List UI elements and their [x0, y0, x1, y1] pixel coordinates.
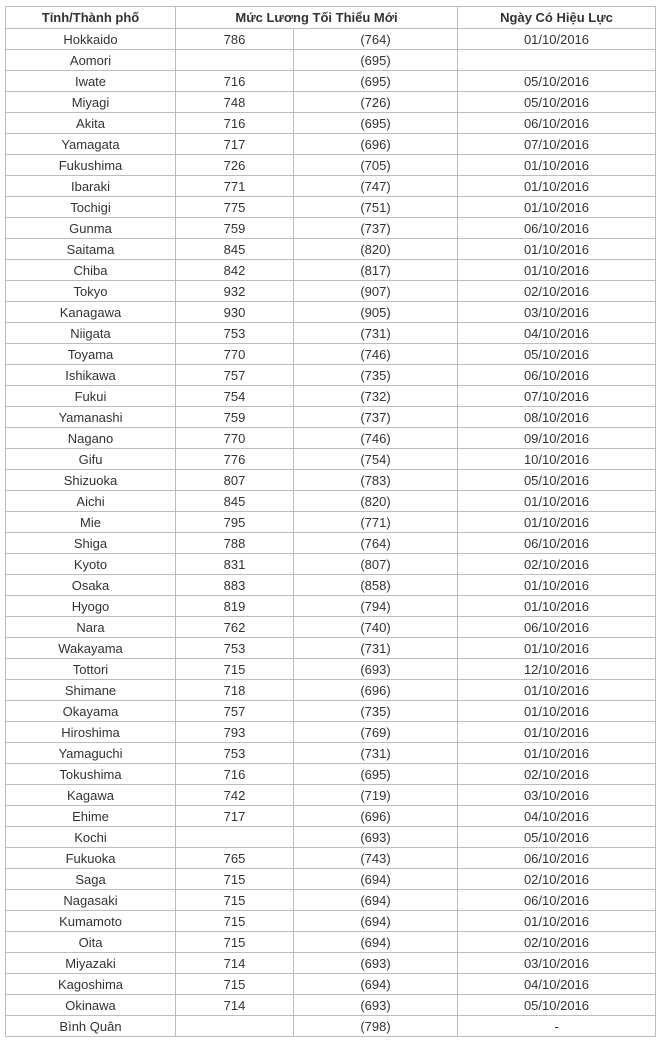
cell-effective-date: 01/10/2016 [458, 911, 656, 932]
cell-province: Okinawa [6, 995, 176, 1016]
cell-province: Mie [6, 512, 176, 533]
table-row [6, 428, 656, 449]
cell-new-wage: 714 [176, 953, 294, 974]
table-row [6, 806, 656, 827]
table-row [6, 638, 656, 659]
cell-new-wage: 742 [176, 785, 294, 806]
cell-effective-date: 06/10/2016 [458, 848, 656, 869]
cell-new-wage: 932 [176, 281, 294, 302]
table-row [6, 953, 656, 974]
table-row [6, 701, 656, 722]
cell-province: Shiga [6, 533, 176, 554]
cell-new-wage: 748 [176, 92, 294, 113]
cell-effective-date: 01/10/2016 [458, 176, 656, 197]
cell-old-wage: (743) [294, 848, 458, 869]
table-row [6, 932, 656, 953]
cell-new-wage: 716 [176, 764, 294, 785]
table-row [6, 134, 656, 155]
cell-old-wage: (907) [294, 281, 458, 302]
cell-new-wage: 795 [176, 512, 294, 533]
cell-province: Nagano [6, 428, 176, 449]
cell-effective-date: 01/10/2016 [458, 722, 656, 743]
table-row [6, 71, 656, 92]
table-header-row [6, 7, 656, 29]
table-row [6, 197, 656, 218]
cell-effective-date: 05/10/2016 [458, 995, 656, 1016]
cell-province: Osaka [6, 575, 176, 596]
cell-old-wage: (740) [294, 617, 458, 638]
cell-effective-date: 01/10/2016 [458, 680, 656, 701]
cell-effective-date: 10/10/2016 [458, 449, 656, 470]
cell-effective-date: 06/10/2016 [458, 533, 656, 554]
cell-province: Miyagi [6, 92, 176, 113]
cell-new-wage [176, 1016, 294, 1037]
table-row [6, 680, 656, 701]
table-row [6, 365, 656, 386]
header-effective-date: Ngày Có Hiệu Lực [458, 7, 656, 29]
cell-old-wage: (694) [294, 911, 458, 932]
table-row [6, 407, 656, 428]
cell-effective-date: 05/10/2016 [458, 92, 656, 113]
cell-province: Kumamoto [6, 911, 176, 932]
cell-new-wage: 776 [176, 449, 294, 470]
table-row [6, 50, 656, 71]
table-row [6, 659, 656, 680]
cell-new-wage: 930 [176, 302, 294, 323]
header-wage: Mức Lương Tối Thiểu Mới [176, 7, 458, 29]
cell-new-wage: 845 [176, 491, 294, 512]
cell-effective-date [458, 50, 656, 71]
header-province: Tỉnh/Thành phố [6, 7, 176, 29]
cell-old-wage: (694) [294, 974, 458, 995]
cell-effective-date: 01/10/2016 [458, 638, 656, 659]
cell-old-wage: (735) [294, 365, 458, 386]
table-row [6, 176, 656, 197]
cell-effective-date: 12/10/2016 [458, 659, 656, 680]
cell-old-wage: (858) [294, 575, 458, 596]
cell-old-wage: (731) [294, 323, 458, 344]
cell-province: Okayama [6, 701, 176, 722]
cell-old-wage: (705) [294, 155, 458, 176]
cell-new-wage: 775 [176, 197, 294, 218]
table-row [6, 974, 656, 995]
cell-old-wage: (751) [294, 197, 458, 218]
cell-old-wage: (747) [294, 176, 458, 197]
cell-province: Aichi [6, 491, 176, 512]
table-row [6, 344, 656, 365]
cell-new-wage: 765 [176, 848, 294, 869]
table-row [6, 113, 656, 134]
cell-effective-date: 08/10/2016 [458, 407, 656, 428]
cell-province: Ibaraki [6, 176, 176, 197]
cell-old-wage: (732) [294, 386, 458, 407]
cell-province: Kagoshima [6, 974, 176, 995]
cell-new-wage: 770 [176, 344, 294, 365]
cell-province: Wakayama [6, 638, 176, 659]
cell-new-wage: 753 [176, 323, 294, 344]
cell-old-wage: (794) [294, 596, 458, 617]
table-row [6, 743, 656, 764]
cell-effective-date: 04/10/2016 [458, 323, 656, 344]
cell-province: Tochigi [6, 197, 176, 218]
cell-old-wage: (746) [294, 428, 458, 449]
cell-old-wage: (807) [294, 554, 458, 575]
cell-new-wage: 807 [176, 470, 294, 491]
cell-old-wage: (771) [294, 512, 458, 533]
cell-province: Yamanashi [6, 407, 176, 428]
cell-new-wage [176, 827, 294, 848]
cell-new-wage: 753 [176, 638, 294, 659]
cell-new-wage: 754 [176, 386, 294, 407]
cell-old-wage: (695) [294, 113, 458, 134]
cell-province: Shizuoka [6, 470, 176, 491]
cell-new-wage: 715 [176, 659, 294, 680]
cell-old-wage: (731) [294, 638, 458, 659]
cell-old-wage: (764) [294, 533, 458, 554]
cell-effective-date: 05/10/2016 [458, 71, 656, 92]
cell-new-wage: 788 [176, 533, 294, 554]
cell-effective-date: 01/10/2016 [458, 575, 656, 596]
table-row [6, 29, 656, 50]
cell-province: Kyoto [6, 554, 176, 575]
cell-old-wage: (820) [294, 239, 458, 260]
cell-effective-date: 06/10/2016 [458, 365, 656, 386]
cell-new-wage: 793 [176, 722, 294, 743]
table-row [6, 218, 656, 239]
table-body [6, 29, 656, 1037]
cell-new-wage [176, 50, 294, 71]
table-row [6, 533, 656, 554]
cell-new-wage: 717 [176, 806, 294, 827]
cell-new-wage: 883 [176, 575, 294, 596]
cell-effective-date: 01/10/2016 [458, 596, 656, 617]
cell-effective-date: 03/10/2016 [458, 953, 656, 974]
table-row [6, 596, 656, 617]
cell-province: Nagasaki [6, 890, 176, 911]
cell-new-wage: 717 [176, 134, 294, 155]
cell-old-wage: (693) [294, 953, 458, 974]
cell-effective-date: 03/10/2016 [458, 785, 656, 806]
cell-province: Gifu [6, 449, 176, 470]
cell-old-wage: (696) [294, 806, 458, 827]
cell-old-wage: (798) [294, 1016, 458, 1037]
cell-new-wage: 716 [176, 71, 294, 92]
cell-province: Toyama [6, 344, 176, 365]
cell-old-wage: (696) [294, 134, 458, 155]
cell-province: Ishikawa [6, 365, 176, 386]
table-row [6, 449, 656, 470]
cell-province: Iwate [6, 71, 176, 92]
cell-effective-date: 06/10/2016 [458, 890, 656, 911]
cell-province: Yamagata [6, 134, 176, 155]
cell-old-wage: (817) [294, 260, 458, 281]
cell-old-wage: (769) [294, 722, 458, 743]
cell-effective-date: 06/10/2016 [458, 113, 656, 134]
table-row [6, 764, 656, 785]
cell-effective-date: 01/10/2016 [458, 29, 656, 50]
cell-old-wage: (696) [294, 680, 458, 701]
table-row [6, 890, 656, 911]
cell-province: Hiroshima [6, 722, 176, 743]
cell-old-wage: (726) [294, 92, 458, 113]
table-row [6, 239, 656, 260]
cell-new-wage: 842 [176, 260, 294, 281]
cell-province: Tokushima [6, 764, 176, 785]
table-row [6, 554, 656, 575]
cell-old-wage: (694) [294, 869, 458, 890]
cell-new-wage: 714 [176, 995, 294, 1016]
cell-old-wage: (694) [294, 932, 458, 953]
cell-effective-date: 04/10/2016 [458, 806, 656, 827]
cell-old-wage: (693) [294, 827, 458, 848]
cell-effective-date: - [458, 1016, 656, 1037]
table-row [6, 1016, 656, 1037]
cell-old-wage: (764) [294, 29, 458, 50]
cell-new-wage: 715 [176, 869, 294, 890]
table-row [6, 869, 656, 890]
cell-old-wage: (783) [294, 470, 458, 491]
cell-new-wage: 715 [176, 974, 294, 995]
cell-province: Akita [6, 113, 176, 134]
table-row [6, 995, 656, 1016]
cell-effective-date: 05/10/2016 [458, 827, 656, 848]
cell-effective-date: 01/10/2016 [458, 743, 656, 764]
cell-province: Saga [6, 869, 176, 890]
cell-old-wage: (737) [294, 407, 458, 428]
table-row [6, 92, 656, 113]
cell-province: Yamaguchi [6, 743, 176, 764]
table-row [6, 785, 656, 806]
cell-new-wage: 845 [176, 239, 294, 260]
cell-new-wage: 786 [176, 29, 294, 50]
minimum-wage-table [5, 6, 656, 1037]
cell-new-wage: 757 [176, 701, 294, 722]
cell-effective-date: 05/10/2016 [458, 344, 656, 365]
cell-old-wage: (695) [294, 71, 458, 92]
cell-old-wage: (695) [294, 50, 458, 71]
cell-province: Saitama [6, 239, 176, 260]
table-row [6, 260, 656, 281]
cell-effective-date: 03/10/2016 [458, 302, 656, 323]
cell-new-wage: 726 [176, 155, 294, 176]
cell-province: Kochi [6, 827, 176, 848]
cell-new-wage: 757 [176, 365, 294, 386]
table-row [6, 155, 656, 176]
cell-effective-date: 01/10/2016 [458, 260, 656, 281]
cell-province: Tottori [6, 659, 176, 680]
cell-effective-date: 06/10/2016 [458, 218, 656, 239]
cell-old-wage: (694) [294, 890, 458, 911]
cell-province: Hyogo [6, 596, 176, 617]
cell-effective-date: 04/10/2016 [458, 974, 656, 995]
table-row [6, 575, 656, 596]
cell-effective-date: 02/10/2016 [458, 869, 656, 890]
table-row [6, 827, 656, 848]
cell-effective-date: 01/10/2016 [458, 701, 656, 722]
cell-effective-date: 06/10/2016 [458, 617, 656, 638]
table-row [6, 281, 656, 302]
cell-effective-date: 01/10/2016 [458, 491, 656, 512]
cell-effective-date: 01/10/2016 [458, 512, 656, 533]
cell-effective-date: 02/10/2016 [458, 764, 656, 785]
cell-effective-date: 07/10/2016 [458, 134, 656, 155]
table-row [6, 491, 656, 512]
table-row [6, 848, 656, 869]
cell-new-wage: 715 [176, 911, 294, 932]
cell-new-wage: 771 [176, 176, 294, 197]
cell-province: Hokkaido [6, 29, 176, 50]
cell-province: Kagawa [6, 785, 176, 806]
cell-old-wage: (693) [294, 995, 458, 1016]
table-row [6, 470, 656, 491]
cell-new-wage: 831 [176, 554, 294, 575]
cell-province: Fukushima [6, 155, 176, 176]
cell-effective-date: 05/10/2016 [458, 470, 656, 491]
cell-province: Tokyo [6, 281, 176, 302]
cell-old-wage: (905) [294, 302, 458, 323]
table-row [6, 302, 656, 323]
cell-effective-date: 01/10/2016 [458, 197, 656, 218]
cell-province: Niigata [6, 323, 176, 344]
table-row [6, 617, 656, 638]
cell-old-wage: (731) [294, 743, 458, 764]
cell-effective-date: 01/10/2016 [458, 239, 656, 260]
cell-effective-date: 09/10/2016 [458, 428, 656, 449]
cell-province: Fukui [6, 386, 176, 407]
cell-province: Ehime [6, 806, 176, 827]
wage-table-container [5, 6, 656, 1037]
cell-province: Shimane [6, 680, 176, 701]
table-row [6, 911, 656, 932]
cell-province: Gunma [6, 218, 176, 239]
cell-new-wage: 718 [176, 680, 294, 701]
cell-old-wage: (746) [294, 344, 458, 365]
cell-province: Fukuoka [6, 848, 176, 869]
cell-new-wage: 753 [176, 743, 294, 764]
cell-old-wage: (735) [294, 701, 458, 722]
cell-new-wage: 819 [176, 596, 294, 617]
cell-new-wage: 715 [176, 932, 294, 953]
cell-province: Bình Quân [6, 1016, 176, 1037]
cell-province: Kanagawa [6, 302, 176, 323]
cell-new-wage: 716 [176, 113, 294, 134]
cell-old-wage: (737) [294, 218, 458, 239]
cell-province: Oita [6, 932, 176, 953]
cell-new-wage: 715 [176, 890, 294, 911]
cell-effective-date: 07/10/2016 [458, 386, 656, 407]
table-row [6, 386, 656, 407]
cell-province: Chiba [6, 260, 176, 281]
cell-province: Aomori [6, 50, 176, 71]
cell-new-wage: 762 [176, 617, 294, 638]
cell-old-wage: (754) [294, 449, 458, 470]
cell-new-wage: 770 [176, 428, 294, 449]
cell-effective-date: 02/10/2016 [458, 932, 656, 953]
cell-effective-date: 02/10/2016 [458, 281, 656, 302]
table-row [6, 722, 656, 743]
cell-new-wage: 759 [176, 407, 294, 428]
table-row [6, 512, 656, 533]
cell-effective-date: 02/10/2016 [458, 554, 656, 575]
cell-old-wage: (719) [294, 785, 458, 806]
table-row [6, 323, 656, 344]
cell-old-wage: (693) [294, 659, 458, 680]
cell-effective-date: 01/10/2016 [458, 155, 656, 176]
cell-province: Nara [6, 617, 176, 638]
cell-new-wage: 759 [176, 218, 294, 239]
cell-old-wage: (820) [294, 491, 458, 512]
cell-province: Miyazaki [6, 953, 176, 974]
cell-old-wage: (695) [294, 764, 458, 785]
